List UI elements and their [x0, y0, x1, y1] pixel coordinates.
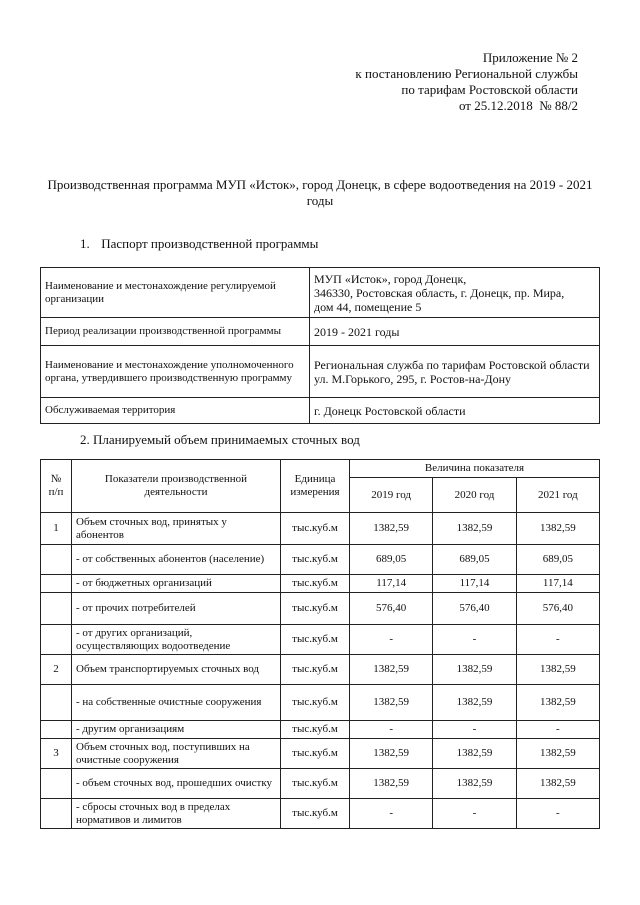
appendix-line: Приложение № 2: [482, 50, 578, 65]
appendix-header: [278, 50, 578, 114]
table-row: - от других организаций, осуществляющих водоотведение тыс.куб.м - - -: [41, 625, 600, 655]
table-row: 3 Объем сточных вод, поступивших на очистные сооружения тыс.куб.м 1382,59 1382,59 1382,59: [41, 739, 600, 769]
section-2-heading: 2. Планируемый объем принимаемых сточных вод: [80, 432, 360, 447]
appendix-line: к постановлению Региональной службы: [355, 66, 578, 81]
section-title: Паспорт производственной программы: [101, 236, 319, 251]
table-row: - на собственные очистные сооружения тыс.куб.м 1382,59 1382,59 1382,59: [41, 685, 600, 721]
planned-volume-table: [40, 459, 600, 829]
passport-value: Региональная служба по тарифам Ростовской области ул. М.Горького, 295, г. Ростов-на-Дону: [310, 346, 600, 398]
passport-label: Наименование и местонахождение уполномоченного органа, утвердившего производственную программу: [41, 346, 310, 398]
appendix-line: от 25.12.2018 № 88/2: [458, 98, 578, 113]
table-row: 1 Объем сточных вод, принятых у абонентов тыс.куб.м 1382,59 1382,59 1382,59: [41, 513, 600, 545]
appendix-line: по тарифам Ростовской области: [401, 82, 578, 97]
section-number: 1.: [80, 236, 90, 251]
table-row: - объем сточных вод, прошедших очистку тыс.куб.м 1382,59 1382,59 1382,59: [41, 769, 600, 799]
header-num: № п/п: [41, 460, 72, 513]
header-unit: Единица измерения: [281, 460, 350, 513]
passport-label: Период реализации производственной программы: [41, 318, 310, 346]
section-1-heading: [80, 236, 318, 252]
header-value-group: Величина показателя: [350, 460, 600, 478]
header-indicator: Показатели производственной деятельности: [72, 460, 281, 513]
document-title: Производственная программа МУП «Исток», город Донецк, в сфере водоотведения на 2019 - 2021 годы: [47, 177, 593, 208]
passport-value: МУП «Исток», город Донецк, 346330, Ростовская область, г. Донецк, пр. Мира, дом 44, помещение 5: [310, 268, 600, 318]
table-row: - от бюджетных организаций тыс.куб.м 117,14 117,14 117,14: [41, 575, 600, 593]
table-row: - от прочих потребителей тыс.куб.м 576,40 576,40 576,40: [41, 593, 600, 625]
passport-table: [40, 267, 600, 424]
table-row: - другим организациям тыс.куб.м - - -: [41, 721, 600, 739]
table-row: - от собственных абонентов (население) тыс.куб.м 689,05 689,05 689,05: [41, 545, 600, 575]
passport-label: Обслуживаемая территория: [41, 398, 310, 424]
passport-value: 2019 - 2021 годы: [310, 318, 600, 346]
passport-value: г. Донецк Ростовской области: [310, 398, 600, 424]
passport-label: Наименование и местонахождение регулируемой организации: [41, 268, 310, 318]
header-year: 2021 год: [516, 478, 599, 513]
header-year: 2019 год: [350, 478, 433, 513]
table-row: - сбросы сточных вод в пределах нормативов и лимитов тыс.куб.м - - -: [41, 799, 600, 829]
header-year: 2020 год: [433, 478, 516, 513]
table-row: 2 Объем транспортируемых сточных вод тыс.куб.м 1382,59 1382,59 1382,59: [41, 655, 600, 685]
